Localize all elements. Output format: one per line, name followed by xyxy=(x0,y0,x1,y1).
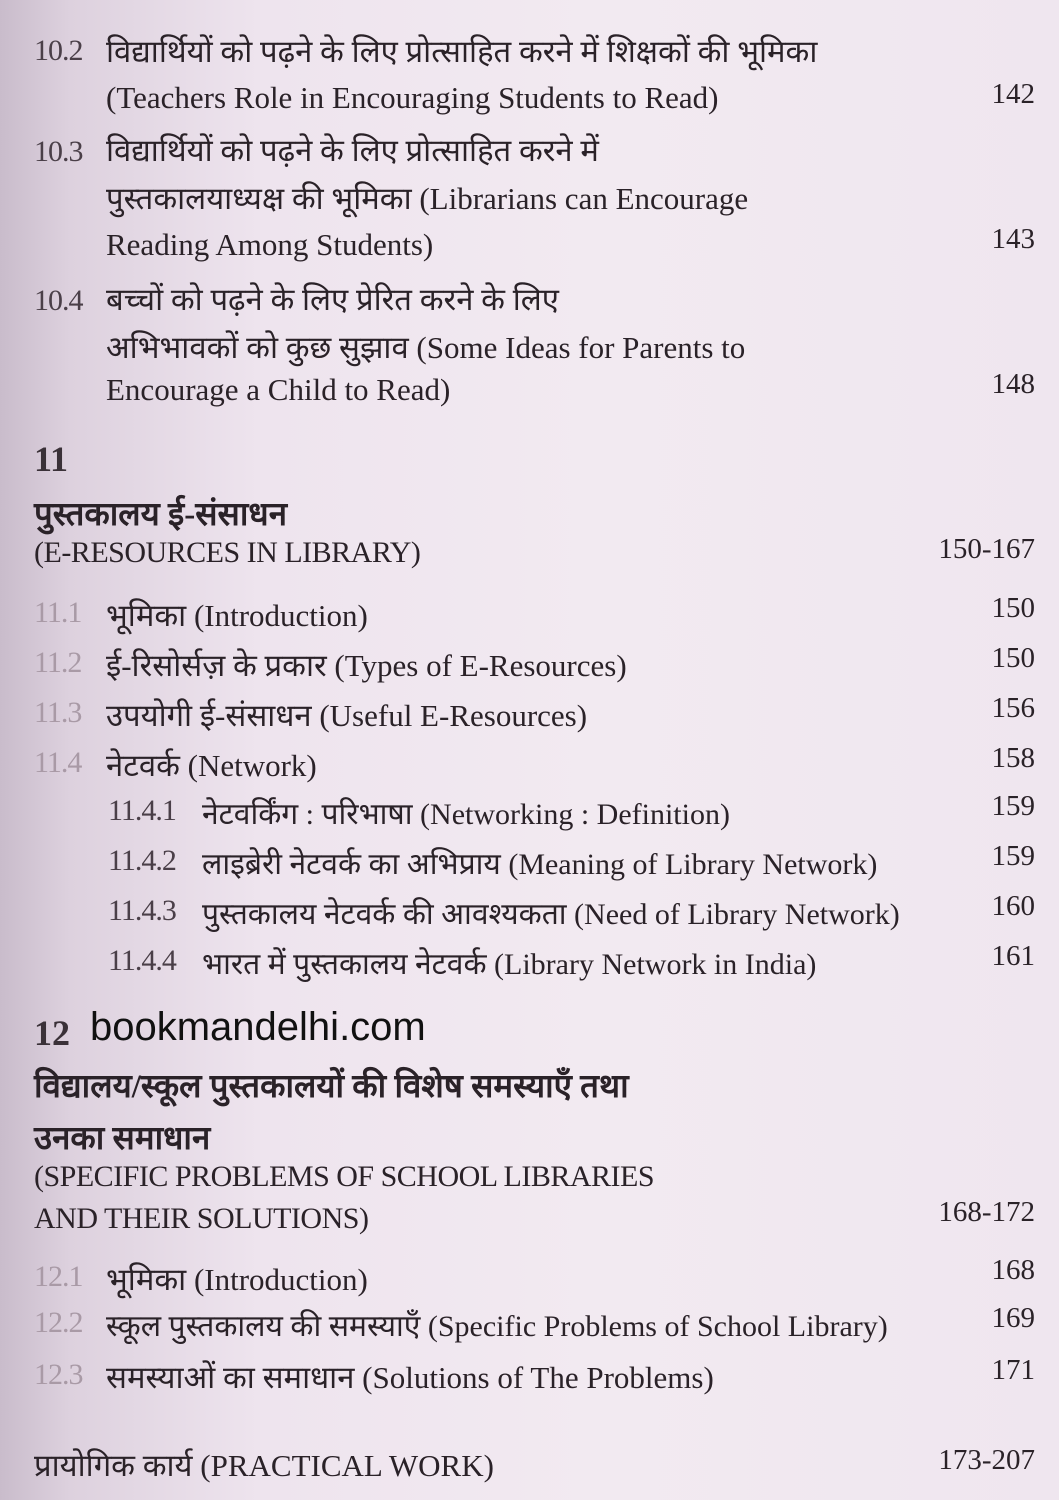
entry-text: लाइब्रेरी नेटवर्क का अभिप्राय (Meaning of Library Network) xyxy=(202,848,878,881)
entry-number: 12.3 xyxy=(34,1358,83,1391)
entry-number: 12.1 xyxy=(34,1260,83,1293)
toc-entry-10-2 xyxy=(0,28,1059,123)
toc-entry-11-2 xyxy=(0,644,1059,694)
toc-entry-10-3 xyxy=(0,127,1059,272)
entry-text: पुस्तकालयाध्यक्ष की भूमिका (Librarians can Encourage xyxy=(106,181,749,216)
entry-page: 143 xyxy=(991,223,1035,255)
toc-entry-10-4 xyxy=(0,276,1059,416)
entry-text: नेटवर्किंग : परिभाषा (Networking : Definition) xyxy=(202,798,730,831)
entry-page: 159 xyxy=(991,840,1035,872)
entry-number: 11.4.1 xyxy=(108,794,176,827)
chapter-number: 12 xyxy=(34,1013,70,1053)
entry-text: बच्चों को पढ़ने के लिए प्रेरित करने के लिए xyxy=(106,282,559,317)
entry-page: 160 xyxy=(991,890,1035,922)
chapter-number: 11 xyxy=(34,439,69,479)
entry-text: विद्यार्थियों को पढ़ने के लिए प्रोत्साहित करने में शिक्षकों की भूमिका xyxy=(106,34,818,69)
entry-page: 148 xyxy=(991,368,1035,400)
chapter-title-hindi: पुस्तकालय ई-संसाधन xyxy=(34,497,288,533)
toc-entry-11-4 xyxy=(0,744,1059,794)
entry-text: Encourage a Child to Read) xyxy=(106,372,451,407)
toc-entry-12-3 xyxy=(0,1356,1059,1406)
entry-page: 150 xyxy=(991,592,1035,624)
entry-number: 10.2 xyxy=(34,34,83,67)
entry-page: 173-207 xyxy=(938,1444,1035,1476)
entry-text: भूमिका (Introduction) xyxy=(106,1262,368,1297)
toc-subentry-11-4-3 xyxy=(0,892,1059,942)
toc-entry-12-2 xyxy=(0,1304,1059,1354)
entry-text: Reading Among Students) xyxy=(106,227,434,262)
entry-page: 158 xyxy=(991,742,1035,774)
entry-text: अभिभावकों को कुछ सुझाव (Some Ideas for Parents to xyxy=(106,330,746,365)
toc-entry-12-1 xyxy=(0,1254,1059,1308)
entry-text: स्कूल पुस्तकालय की समस्याएँ (Specific Problems of School Library) xyxy=(106,1310,888,1343)
entry-number: 10.3 xyxy=(34,135,83,168)
entry-page: 156 xyxy=(991,692,1035,724)
entry-text: भूमिका (Introduction) xyxy=(106,598,368,633)
toc-subentry-11-4-2 xyxy=(0,842,1059,892)
entry-text: (Teachers Role in Encouraging Students to Read) xyxy=(106,80,719,115)
entry-page: 171 xyxy=(991,1354,1035,1386)
chapter-page-range: 150-167 xyxy=(938,533,1035,565)
entry-number: 11.4 xyxy=(34,746,82,779)
entry-text: ई-रिसोर्सज़ के प्रकार (Types of E-Resources) xyxy=(106,648,627,683)
entry-page: 169 xyxy=(991,1302,1035,1334)
chapter-title-hindi: उनका समाधान xyxy=(34,1121,211,1157)
chapter-title-hindi: विद्यालय/स्कूल पुस्तकालयों की विशेष समस्याएँ तथा xyxy=(34,1069,629,1105)
entry-text: भारत में पुस्तकालय नेटवर्क (Library Network in India) xyxy=(202,948,817,981)
watermark-text: bookmandelhi.com xyxy=(90,1005,426,1049)
entry-number: 10.4 xyxy=(34,284,83,317)
entry-number: 11.4.2 xyxy=(108,844,176,877)
toc-entry-11-1 xyxy=(0,594,1059,644)
chapter-title-english: AND THEIR SOLUTIONS) xyxy=(34,1202,369,1235)
entry-text: प्रायोगिक कार्य (PRACTICAL WORK) xyxy=(34,1448,494,1483)
entry-page: 168 xyxy=(991,1254,1035,1286)
entry-text: विद्यार्थियों को पढ़ने के लिए प्रोत्साहित करने में xyxy=(106,133,599,168)
entry-page: 142 xyxy=(991,78,1035,110)
entry-number: 11.4.4 xyxy=(108,944,176,977)
entry-page: 150 xyxy=(991,642,1035,674)
entry-number: 11.4.3 xyxy=(108,894,176,927)
chapter-title-english: (E-RESOURCES IN LIBRARY) xyxy=(34,536,421,569)
entry-page: 161 xyxy=(991,940,1035,972)
chapter-page-range: 168-172 xyxy=(938,1196,1035,1228)
entry-number: 11.3 xyxy=(34,696,82,729)
entry-text: पुस्तकालय नेटवर्क की आवश्यकता (Need of Library Network) xyxy=(202,898,900,931)
toc-entry-11-3 xyxy=(0,694,1059,744)
entry-number: 12.2 xyxy=(34,1306,83,1339)
chapter-title-english: (SPECIFIC PROBLEMS OF SCHOOL LIBRARIES xyxy=(34,1160,655,1193)
entry-text: उपयोगी ई-संसाधन (Useful E-Resources) xyxy=(106,698,588,733)
entry-number: 11.1 xyxy=(34,596,82,629)
toc-subentry-11-4-4 xyxy=(0,942,1059,992)
toc-entry-practical xyxy=(0,1444,1059,1494)
entry-text: समस्याओं का समाधान (Solutions of The Problems) xyxy=(106,1360,714,1395)
entry-page: 159 xyxy=(991,790,1035,822)
toc-subentry-11-4-1 xyxy=(0,792,1059,842)
entry-text: नेटवर्क (Network) xyxy=(106,748,317,783)
entry-number: 11.2 xyxy=(34,646,82,679)
